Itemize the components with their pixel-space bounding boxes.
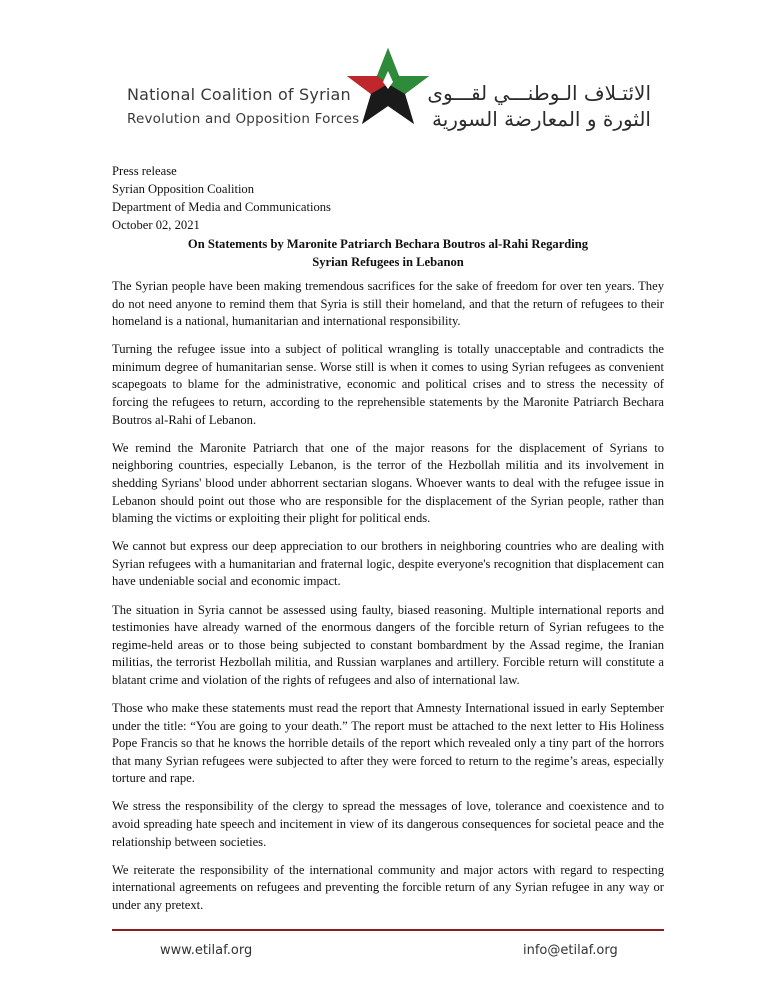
paragraph-3: We remind the Maronite Patriarch that one of the major reasons for the displacement of Syrians to neighboring countries, especially Lebanon, is the terror of the Hezbollah militia and its involvement in shedding Syrians' blood under abhorrent sectarian slogans. Whoever wants to deal with the refugee issue in Lebanon should point out those who are responsible for the displacement of the Syrian people, rather than blaming the victims or exploiting their plight for political ends.: [112, 440, 664, 526]
title-line1: On Statements by Maronite Patriarch Bechara Boutros al-Rahi Regarding: [187, 237, 589, 251]
document-title: [112, 235, 664, 271]
org-name-english: [127, 84, 359, 130]
press-release-meta: [112, 162, 331, 234]
org-name-english-line1: National Coalition of Syrian: [127, 85, 351, 104]
paragraph-5: The situation in Syria cannot be assessed using faulty, biased reasoning. Multiple international reports and testimonies have already warned of the enormous dangers of the forcible return of Syrian refugees to the regime-held areas or to those being subjected to constant bombardment by the Assad regime, the Iranian militias, the terrorist Hezbollah militia, and Russian warplanes and artillery. Forcible return will constitute a blatant crime and violation of the rights of refugees and also of international law.: [112, 602, 664, 687]
footer-email[interactable]: info@etilaf.org: [523, 943, 618, 958]
paragraph-1: The Syrian people have been making tremendous sacrifices for the sake of freedom for over ten years. They do not need anyone to remind them that Syria is still their homeland, and that the return of refugees to their homeland is a national, humanitarian and international responsibility.: [112, 279, 664, 329]
doc-type: Press release: [112, 164, 177, 178]
paragraph-4: We cannot but express our deep appreciation to our brothers in neighboring countries who are dealing with Syrian refugees with a humanitarian and fraternal logic, despite everyone's recognition that displacement can have undeniable social and economic impact.: [112, 539, 664, 589]
paragraph-7: We stress the responsibility of the clergy to spread the messages of love, tolerance and coexistence and to avoid spreading hate speech and incitement in view of its dangerous consequences for societal peace and the relationship between societies.: [112, 799, 664, 849]
title-line2: Syrian Refugees in Lebanon: [312, 255, 464, 269]
paragraph-2: Turning the refugee issue into a subject of political wrangling is totally unacceptable and contradicts the minimum degree of humanitarian sense. Worse still is when it comes to using Syrian refugees as convenient scapegoats to blame for the administrative, economic and political crises and to stress the necessity of forcing the refugees to return, according to the reprehensible statements by the Maronite Patriarch Bechara Boutros al-Rahi of Lebanon.: [112, 342, 664, 427]
release-date: October 02, 2021: [112, 218, 200, 232]
star-logo-icon: [343, 44, 433, 130]
org-name-arabic-line1: الائتـلاف الـوطنـــي لقـــوى: [427, 81, 651, 105]
document-body: [112, 278, 664, 925]
footer-divider: [112, 929, 664, 931]
org-name-arabic: [427, 80, 651, 132]
paragraph-8: We reiterate the responsibility of the international community and major actors with regard to respecting international agreements on refugees and preventing the forcible return of any Syrian refugee in any way or under any pretext.: [112, 862, 664, 912]
org-name-arabic-line2: الثورة و المعارضة السورية: [432, 107, 651, 131]
paragraph-6: Those who make these statements must read the report that Amnesty International issued in early September under the title: “You are going to your death.” The report must be attached to the next letter to His Holiness Pope Francis so that he knows the horrible details of the report which revealed only a tiny part of the horrors that many Syrian refugees were subjected to after they were forced to return to the regime’s areas, especially torture and rape.: [112, 700, 664, 786]
letterhead: [0, 0, 769, 140]
org-name-english-line2: Revolution and Opposition Forces: [127, 111, 360, 127]
department: Department of Media and Communications: [112, 200, 331, 214]
issuing-org: Syrian Opposition Coalition: [112, 182, 255, 196]
footer-website[interactable]: www.etilaf.org: [160, 943, 253, 958]
